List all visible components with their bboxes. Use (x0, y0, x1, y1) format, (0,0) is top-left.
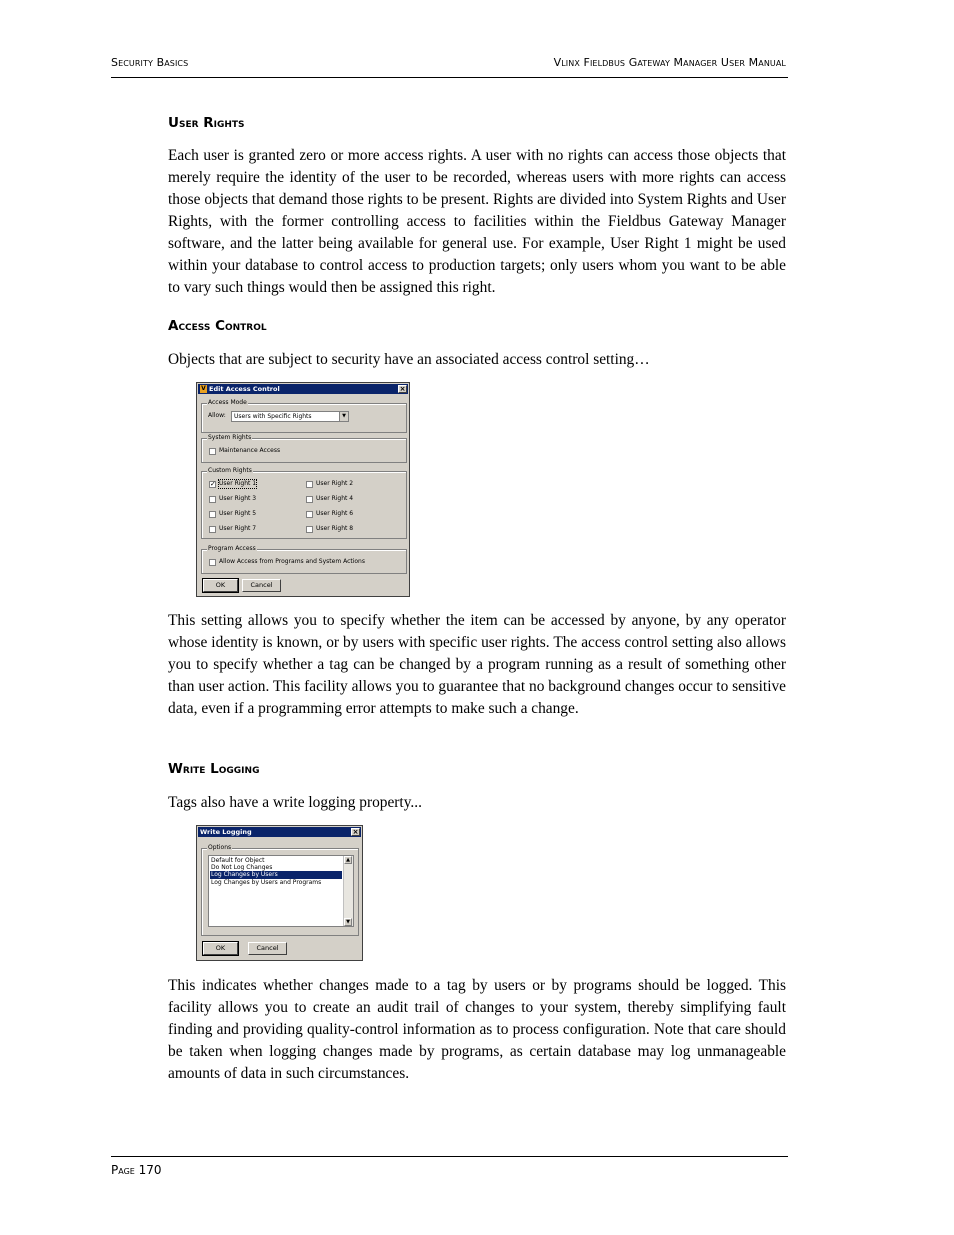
allow-program-access-checkbox[interactable] (209, 559, 216, 566)
user-right-2-label: User Right 2 (316, 480, 354, 487)
cancel-button[interactable]: Cancel (248, 942, 287, 955)
access-mode-group (201, 399, 407, 433)
system-rights-group (201, 434, 407, 463)
scroll-up-icon[interactable]: ▲ (344, 856, 352, 864)
options-group (201, 844, 359, 936)
allow-select-value: Users with Specific Rights (234, 413, 312, 420)
maintenance-access-checkbox[interactable] (209, 448, 216, 455)
user-right-7-checkbox[interactable] (209, 526, 216, 533)
scroll-down-icon[interactable]: ▼ (344, 918, 352, 926)
header-rule (111, 77, 788, 78)
paragraph-write-logging: This indicates whether changes made to a tag by users or by programs should be logged. This facility allows you to create an audit trail of changes to your system, thereby simplifying fault finding and providing quality-control information as to process configuration. Note that care should be taken when logging changes made by programs, as certain database may log unmanageable amounts of data in such circumstances. (168, 977, 786, 1082)
user-right-1-checkbox[interactable]: ✓ (210, 480, 216, 488)
allow-label: Allow: (208, 412, 226, 419)
write-logging-dialog (196, 825, 363, 961)
ok-button[interactable]: OK (203, 942, 238, 955)
paragraph-user-rights: Each user is granted zero or more access rights. A user with no rights can access those objects that merely require the identity of the user to be recorded, whereas users with more rights can access those objects that demand those rights to be present. Rights are divided into System Rights and User Rights, with the former controlling access to facilities within the Fieldbus Gateway Manager software, and the latter being available for general use. For example, User Right 1 might be used within your database to control access to production targets; only users whom you want to be able to vary such things would then be assigned this right. (168, 147, 786, 296)
paragraph-access-intro: Objects that are subject to security have an associated access control setting… (168, 351, 650, 368)
heading-write-logging: Write Logging (168, 761, 260, 777)
paragraph-access-control: This setting allows you to specify whether the item can be accessed by anyone, by any operator whose identity is known, or by users with specific user rights. The access control setting also allows you to specify whether a tag can be changed by a program running as a result of something other than user action. This facility allows you to guarantee that no background changes occur to sensitive data, even if a programming error attempts to make such a change. (168, 612, 786, 717)
options-listbox[interactable] (208, 855, 354, 927)
custom-rights-group-label: Custom Rights (208, 467, 252, 474)
close-icon[interactable]: × (399, 385, 406, 393)
maintenance-access-label: Maintenance Access (219, 447, 281, 454)
user-right-3-checkbox[interactable] (209, 496, 216, 503)
app-icon: V (201, 385, 206, 392)
user-right-8-label: User Right 8 (316, 525, 354, 532)
chevron-down-icon[interactable]: ▼ (339, 412, 348, 421)
heading-access-control: Access Control (168, 318, 267, 334)
dialog-titlebar (198, 384, 408, 394)
user-right-5-label: User Right 5 (219, 510, 257, 517)
heading-user-rights: User Rights (168, 115, 245, 131)
page-number: Page 170 (111, 1163, 162, 1177)
user-right-3-label: User Right 3 (219, 495, 257, 502)
user-right-6-label: User Right 6 (316, 510, 354, 517)
list-item[interactable]: Do Not Log Changes (211, 864, 273, 871)
allow-select[interactable] (231, 411, 349, 422)
cancel-button[interactable]: Cancel (242, 579, 281, 592)
footer-rule (111, 1156, 788, 1157)
user-right-5-checkbox[interactable] (209, 511, 216, 518)
program-access-group (201, 545, 407, 574)
close-icon[interactable]: × (352, 828, 359, 836)
vertical-scrollbar[interactable] (343, 856, 353, 926)
user-right-7-label: User Right 7 (219, 525, 257, 532)
user-right-8-checkbox[interactable] (306, 526, 313, 533)
access-mode-group-label: Access Mode (208, 399, 247, 406)
program-access-group-label: Program Access (208, 545, 256, 552)
edit-access-control-dialog (196, 382, 410, 597)
ok-button[interactable]: OK (203, 579, 238, 592)
allow-program-access-label: Allow Access from Programs and System Actions (219, 558, 365, 565)
options-group-label: Options (208, 844, 232, 851)
custom-rights-group (201, 467, 407, 539)
dialog-titlebar (198, 827, 361, 837)
running-header-right: Vlinx Fieldbus Gateway Manager User Manual (553, 56, 786, 69)
user-right-2-checkbox[interactable] (306, 481, 313, 488)
list-item[interactable]: Log Changes by Users and Programs (211, 879, 322, 886)
paragraph-logging-intro: Tags also have a write logging property... (168, 794, 422, 811)
system-rights-group-label: System Rights (208, 434, 252, 441)
list-item[interactable]: Default for Object (211, 857, 265, 864)
user-right-1-label: User Right 1 (219, 480, 257, 487)
dialog-title: Edit Access Control (209, 385, 280, 393)
user-right-4-checkbox[interactable] (306, 496, 313, 503)
user-right-4-label: User Right 4 (316, 495, 354, 502)
dialog-title: Write Logging (200, 828, 252, 836)
user-right-6-checkbox[interactable] (306, 511, 313, 518)
running-header-left: Security Basics (111, 56, 189, 69)
list-item-selected[interactable]: Log Changes by Users (210, 871, 342, 879)
